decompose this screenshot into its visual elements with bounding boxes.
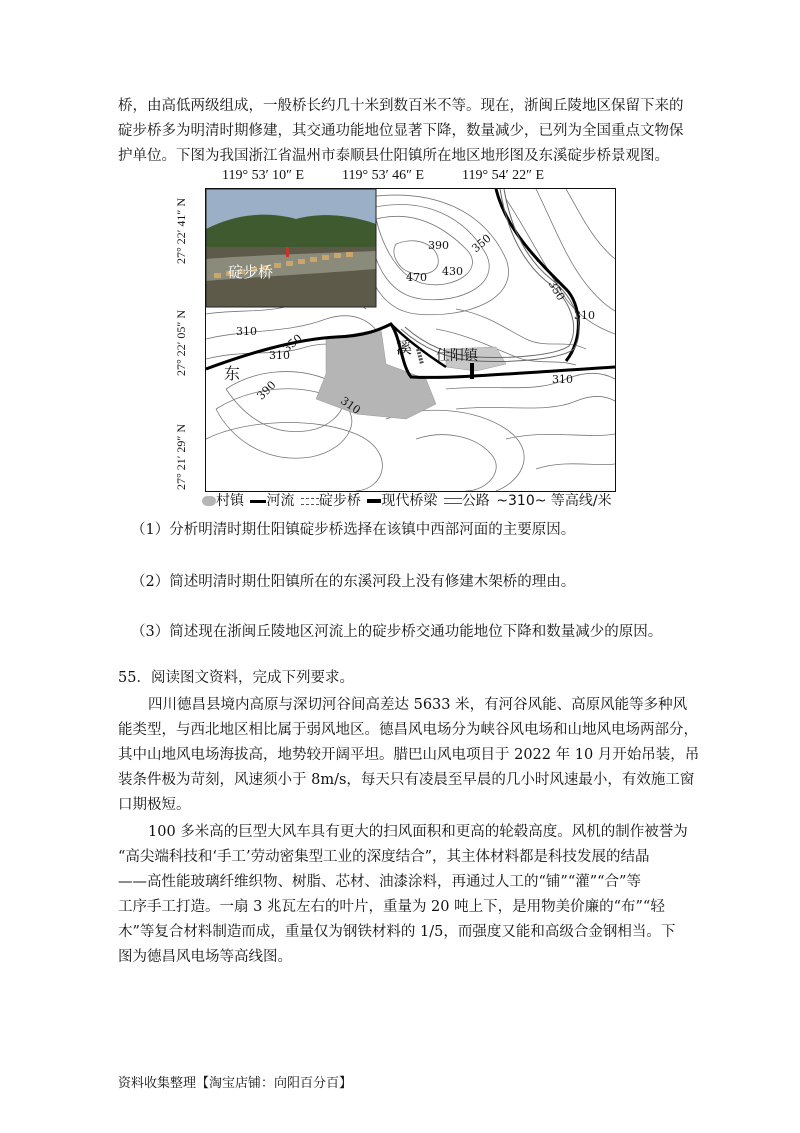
question-item: （2）简述明清时期仕阳镇所在的东溪河段上没有修建木架桥的理由。 (131, 574, 576, 590)
legend-label: 河流 (266, 493, 295, 509)
legend-label: 公路 (461, 493, 490, 509)
contour-label: 310 (574, 309, 595, 322)
legend-label: 碇步桥 (318, 493, 361, 509)
contour-label: 310 (236, 325, 257, 338)
lon-label: 119° 53′ 10″ E (222, 168, 305, 183)
lon-label: 119° 53′ 46″ E (342, 168, 425, 183)
question-item: （3）简述现在浙闽丘陵地区河流上的碇步桥交通功能地位下降和数量减少的原因。 (131, 624, 663, 640)
legend-label: 村镇 (216, 493, 244, 509)
paragraph-line: 木”等复合材料制造而成，重量仅为钢铁材料的 1/5，而强度又能和高级合金钢相当。下 (118, 924, 676, 940)
paragraph-line: 工序手工打造。一扇 3 兆瓦左右的叶片，重量为 20 吨上下，是用物美价廉的“布”“轻 (118, 899, 665, 915)
river-legend-icon (250, 500, 266, 503)
lat-label: 27° 22′ 05″ N (174, 309, 188, 376)
stone-bridge-legend-icon (301, 498, 319, 505)
terrain-map-figure (174, 168, 620, 510)
town-legend-icon (202, 496, 216, 506)
contour-label: 310 (269, 349, 290, 362)
lat-label: 27° 22′ 41″ N (174, 197, 188, 264)
paragraph-line: 口期极短。 (118, 797, 191, 813)
contour-map (205, 188, 616, 492)
river-label: 东 (224, 364, 241, 383)
modern-bridge-legend-icon (367, 499, 381, 503)
modern-bridge-mark (470, 363, 474, 379)
question-item: （1）分析明清时期仕阳镇碇步桥选择在该镇中西部河面的主要原因。 (131, 522, 576, 538)
legend-label: 310 (508, 493, 535, 509)
question-55-title: 55．阅读图文资料，完成下列要求。 (118, 670, 354, 686)
paragraph-line: “高尖端科技和‘手工’劳动密集型工业的深度结合”，其主体材料都是科技发展的结晶 (118, 849, 650, 865)
photo-label: 碇步桥 (228, 263, 274, 281)
contour-label: 310 (552, 373, 573, 386)
paragraph-line: 四川德昌县境内高原与深切河谷间高差达 5633 米，有河谷风能、高原风能等多种风 (148, 697, 688, 713)
paragraph-line: 100 多米高的巨型大风车具有更大的扫风面积和更高的轮毂高度。风机的制作被誉为 (148, 824, 688, 840)
map-legend: 村镇 河流 碇步桥 现代桥梁 公路 ~310~ 等高线/米 (202, 490, 612, 510)
paragraph-line: 碇步桥多为明清时期修建，其交通功能地位显著下降，数量减少，已列为全国重点文物保 (118, 123, 684, 139)
contour-label: 350 (469, 231, 494, 256)
contour-label: 470 (406, 271, 427, 284)
contour-label: 390 (428, 239, 449, 252)
paragraph-line: 能类型，与西北地区相比属于弱风地区。德昌风电场分为峡谷风电场和山地风电场两部分， (118, 722, 698, 738)
footer-source-text: 资料收集整理【淘宝店铺：向阳百分百】 (118, 1076, 353, 1091)
paragraph-line: ——高性能玻璃纤维织物、树脂、芯材、油漆涂料，再通过人工的“铺”“灌”“合”等 (118, 874, 641, 890)
lat-label: 27° 21′ 29″ N (174, 423, 188, 490)
paragraph-line: 装条件极为苛刻，风速须小于 8m/s，每天只有凌晨至早晨的几小时风速最小，有效施工窗 (118, 772, 695, 788)
lon-label: 119° 54′ 22″ E (462, 168, 545, 183)
paragraph-line: 桥，由高低两级组成，一般桥长约几十米到数百米不等。现在，浙闽丘陵地区保留下来的 (118, 98, 684, 114)
contour-label: 310 (338, 394, 363, 417)
paragraph-line: 护单位。下图为我国浙江省温州市泰顺县仕阳镇所在地区地形图及东溪碇步桥景观图。 (118, 148, 669, 164)
town-label: 仕阳镇 (436, 348, 478, 364)
contour-label: 390 (254, 378, 279, 403)
stone-bridge-photo (206, 189, 376, 307)
contour-label: 430 (442, 265, 463, 278)
river-label: 溪 (396, 338, 413, 357)
contour-label: 350 (280, 331, 305, 356)
paragraph-line: 图为德昌风电场等高线图。 (118, 949, 292, 965)
legend-label: 现代桥梁 (381, 493, 438, 509)
legend-label: 等高线/米 (550, 493, 612, 509)
paragraph-line: 其中山地风电场海拔高，地势较开阔平坦。腊巴山风电项目于 2022 年 10 月开始吊装，吊 (118, 747, 700, 763)
contour-label: 350 (545, 278, 568, 303)
road-legend-icon (444, 498, 462, 504)
